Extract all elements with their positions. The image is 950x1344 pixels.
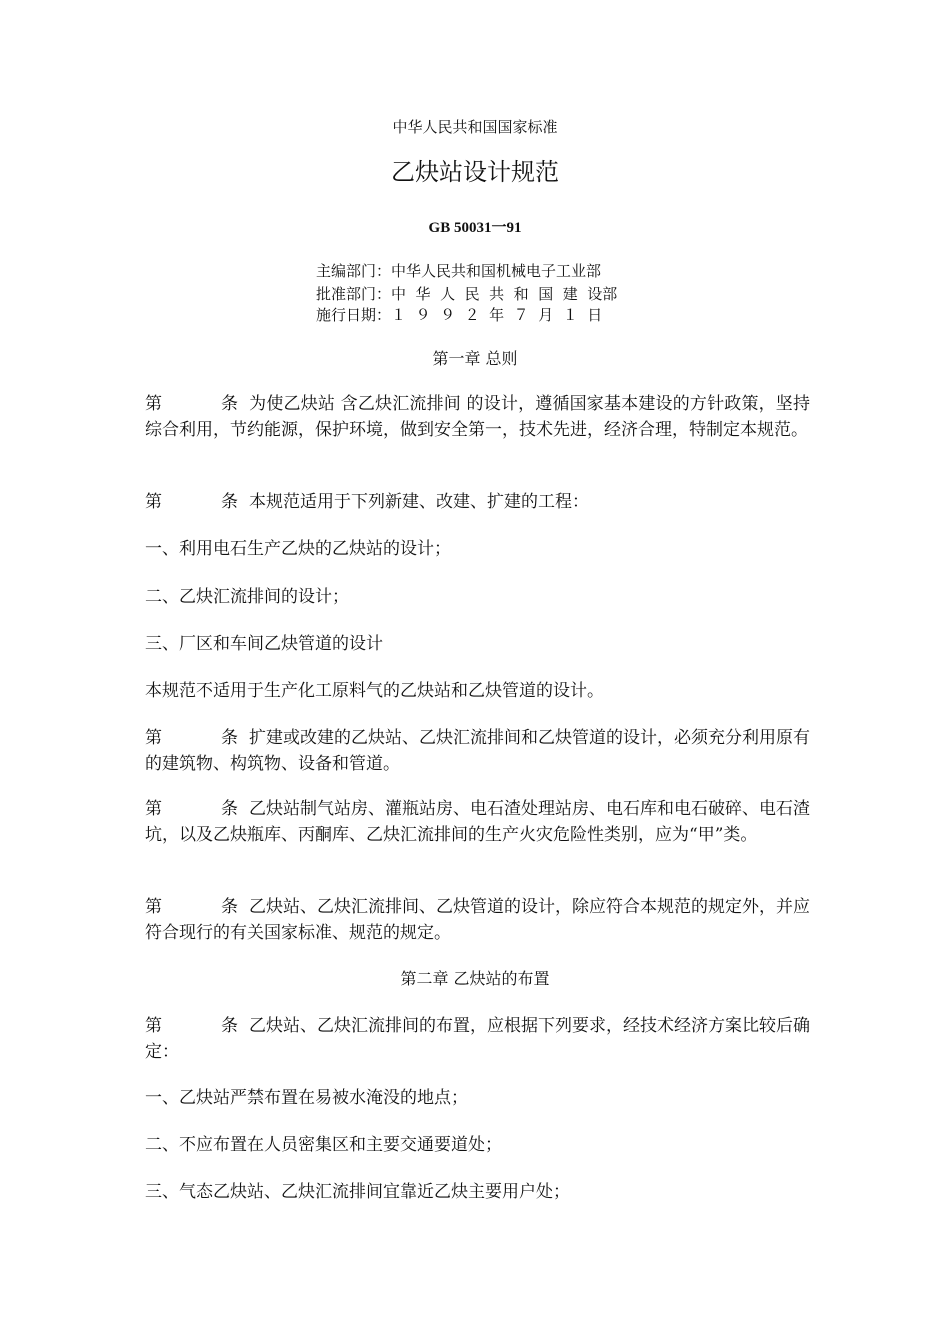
article-text: 扩建或改建的乙炔站、乙炔汇流排间和乙炔管道的设计，必须充分利用原有的建筑物、构筑物、设备和管道。: [145, 728, 810, 774]
article-suffix: 条: [221, 492, 238, 512]
article-suffix: 条: [221, 799, 238, 819]
article-prefix: 第: [145, 799, 162, 819]
article-text: 乙炔站制气站房、灌瓶站房、电石渣处理站房、电石库和电石破碎、电石渣坑，以及乙炔瓶库、丙酮库、乙炔汇流排间的生产火灾危险性类别，应为“甲”类。: [145, 799, 810, 845]
editor-department: 主编部门：中华人民共和国机械电子工业部: [316, 262, 602, 280]
article-suffix: 条: [221, 728, 238, 748]
article-suffix: 条: [221, 897, 238, 917]
article-text: 本规范适用于下列新建、改建、扩建的工程：: [249, 492, 589, 512]
list-item-1-2: 二、乙炔汇流排间的设计；: [145, 587, 349, 607]
standard-issuer: 中华人民共和国国家标准: [392, 118, 558, 136]
article-2-1: [145, 1013, 810, 1065]
list-item-2-1: 一、乙炔站严禁布置在易被水淹没的地点；: [145, 1088, 468, 1108]
article-1-5: [145, 894, 810, 946]
chapter-2-title: 第二章 乙炔站的布置: [400, 969, 550, 988]
article-text: 为使乙炔站 含乙炔汇流排间 的设计，遵循国家基本建设的方针政策，坚持综合利用，节约能源，保护环境，做到安全第一，技术先进，经济合理，特制定本规范。: [145, 394, 810, 440]
list-item-2-3: 三、气态乙炔站、乙炔汇流排间宜靠近乙炔主要用户处；: [145, 1182, 570, 1202]
article-suffix: 条: [221, 394, 238, 414]
article-suffix: 条: [221, 1016, 238, 1036]
article-1-3: [145, 725, 810, 777]
article-prefix: 第: [145, 1016, 162, 1036]
article-1-2: [145, 489, 810, 515]
article-prefix: 第: [145, 394, 162, 414]
scope-exclusion-note: 本规范不适用于生产化工原料气的乙炔站和乙炔管道的设计。: [145, 681, 604, 701]
chapter-1-title: 第一章 总则: [432, 349, 518, 368]
article-prefix: 第: [145, 492, 162, 512]
article-1-1: [145, 391, 810, 443]
standard-code: GB 50031一91: [428, 220, 522, 236]
list-item-1-3: 三、厂区和车间乙炔管道的设计: [145, 634, 383, 654]
article-text: 乙炔站、乙炔汇流排间、乙炔管道的设计，除应符合本规范的规定外，并应符合现行的有关国家标准、规范的规定。: [145, 897, 810, 943]
article-1-4: [145, 796, 810, 848]
approver-department: 批准部门：中 华 人 民 共 和 国 建 设部: [316, 285, 618, 303]
effective-date: 施行日期：１ ９ ９ ２ 年 ７ 月 １ 日: [316, 306, 603, 324]
article-prefix: 第: [145, 728, 162, 748]
article-prefix: 第: [145, 897, 162, 917]
article-text: 乙炔站、乙炔汇流排间的布置，应根据下列要求，经技术经济方案比较后确定：: [145, 1016, 810, 1062]
list-item-1-1: 一、利用电石生产乙炔的乙炔站的设计；: [145, 539, 451, 559]
document-title: 乙炔站设计规范: [391, 158, 559, 186]
list-item-2-2: 二、不应布置在人员密集区和主要交通要道处；: [145, 1135, 502, 1155]
